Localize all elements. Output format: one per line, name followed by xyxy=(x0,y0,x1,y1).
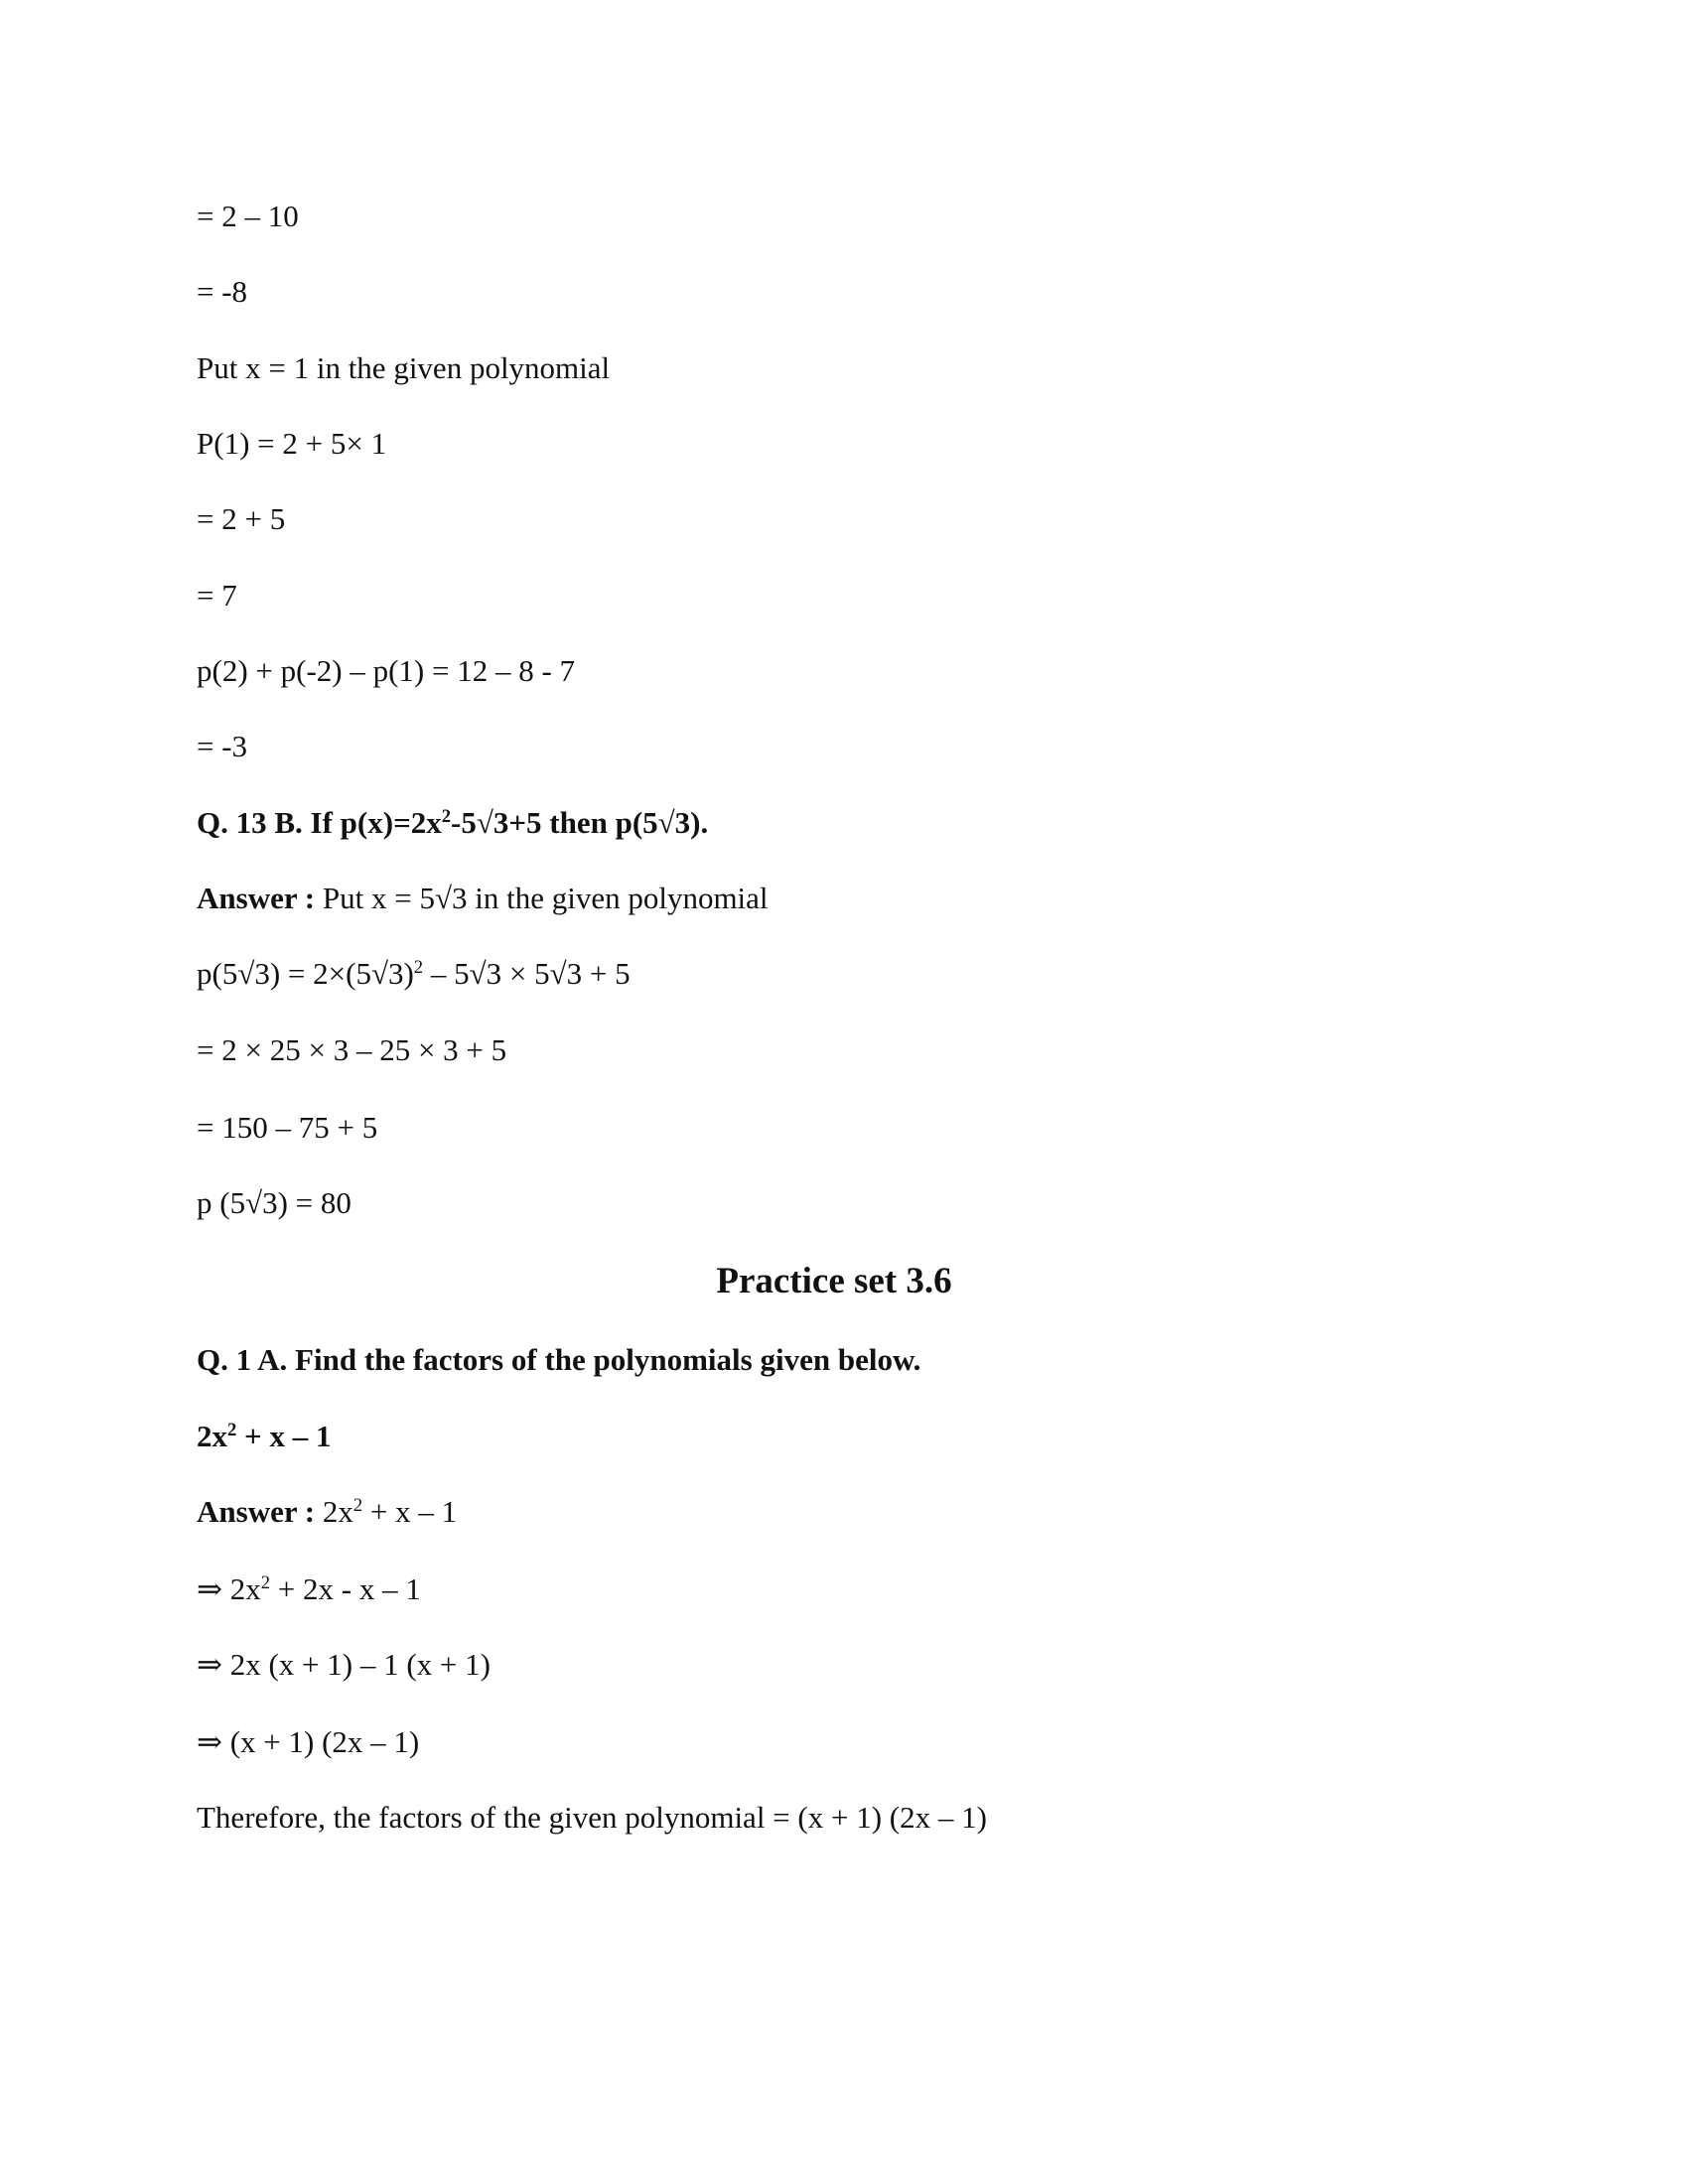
math-step: = -8 xyxy=(197,274,248,309)
math-text: – 5√3 × 5√3 + 5 xyxy=(423,956,631,991)
section-heading: Practice set 3.6 xyxy=(716,1261,952,1301)
question-text: Q. 13 B. If p(x)=2x xyxy=(197,805,442,840)
exponent: 2 xyxy=(227,1419,237,1440)
math-text: + x – 1 xyxy=(362,1494,458,1529)
exponent: 2 xyxy=(260,1571,271,1593)
answer-label: Answer : xyxy=(197,881,316,915)
math-text: 2x xyxy=(315,1494,353,1529)
math-step: = 2 + 5 xyxy=(197,501,286,536)
math-step: = 150 – 75 + 5 xyxy=(197,1110,378,1145)
math-step xyxy=(197,1570,421,1609)
math-step: = 2 × 25 × 3 – 25 × 3 + 5 xyxy=(197,1032,507,1067)
answer-label: Answer : xyxy=(197,1494,316,1529)
polynomial-expression xyxy=(197,1417,331,1456)
math-text: + x – 1 xyxy=(236,1419,332,1453)
math-text: ⇒ 2x xyxy=(197,1571,261,1606)
exponent: 2 xyxy=(441,805,452,827)
math-step: ⇒ (x + 1) (2x – 1) xyxy=(197,1724,420,1759)
math-step: p (5√3) = 80 xyxy=(197,1185,352,1220)
math-step: = 2 – 10 xyxy=(197,199,299,233)
math-step: P(1) = 2 + 5× 1 xyxy=(197,426,387,461)
question-13b xyxy=(197,803,708,843)
conclusion-text: Therefore, the factors of the given polynomial = (x + 1) (2x – 1) xyxy=(197,1800,987,1835)
math-step: = 7 xyxy=(197,578,237,613)
question-1a: Q. 1 A. Find the factors of the polynomials given below. xyxy=(197,1342,921,1377)
math-step: p(2) + p(-2) – p(1) = 12 – 8 - 7 xyxy=(197,653,576,688)
answer-text: Put x = 5√3 in the given polynomial xyxy=(315,881,769,915)
exponent: 2 xyxy=(352,1494,363,1516)
math-step xyxy=(197,954,631,994)
math-text: 2x xyxy=(197,1419,227,1453)
math-text: + 2x - x – 1 xyxy=(270,1571,421,1606)
question-text: -5√3+5 then p(5√3). xyxy=(451,805,709,840)
answer-line xyxy=(197,879,769,918)
math-step: = -3 xyxy=(197,729,248,763)
math-step: ⇒ 2x (x + 1) – 1 (x + 1) xyxy=(197,1647,491,1682)
body-text: Put x = 1 in the given polynomial xyxy=(197,350,611,385)
exponent: 2 xyxy=(413,956,424,978)
math-text: p(5√3) = 2×(5√3) xyxy=(197,956,414,991)
answer-line xyxy=(197,1492,457,1532)
